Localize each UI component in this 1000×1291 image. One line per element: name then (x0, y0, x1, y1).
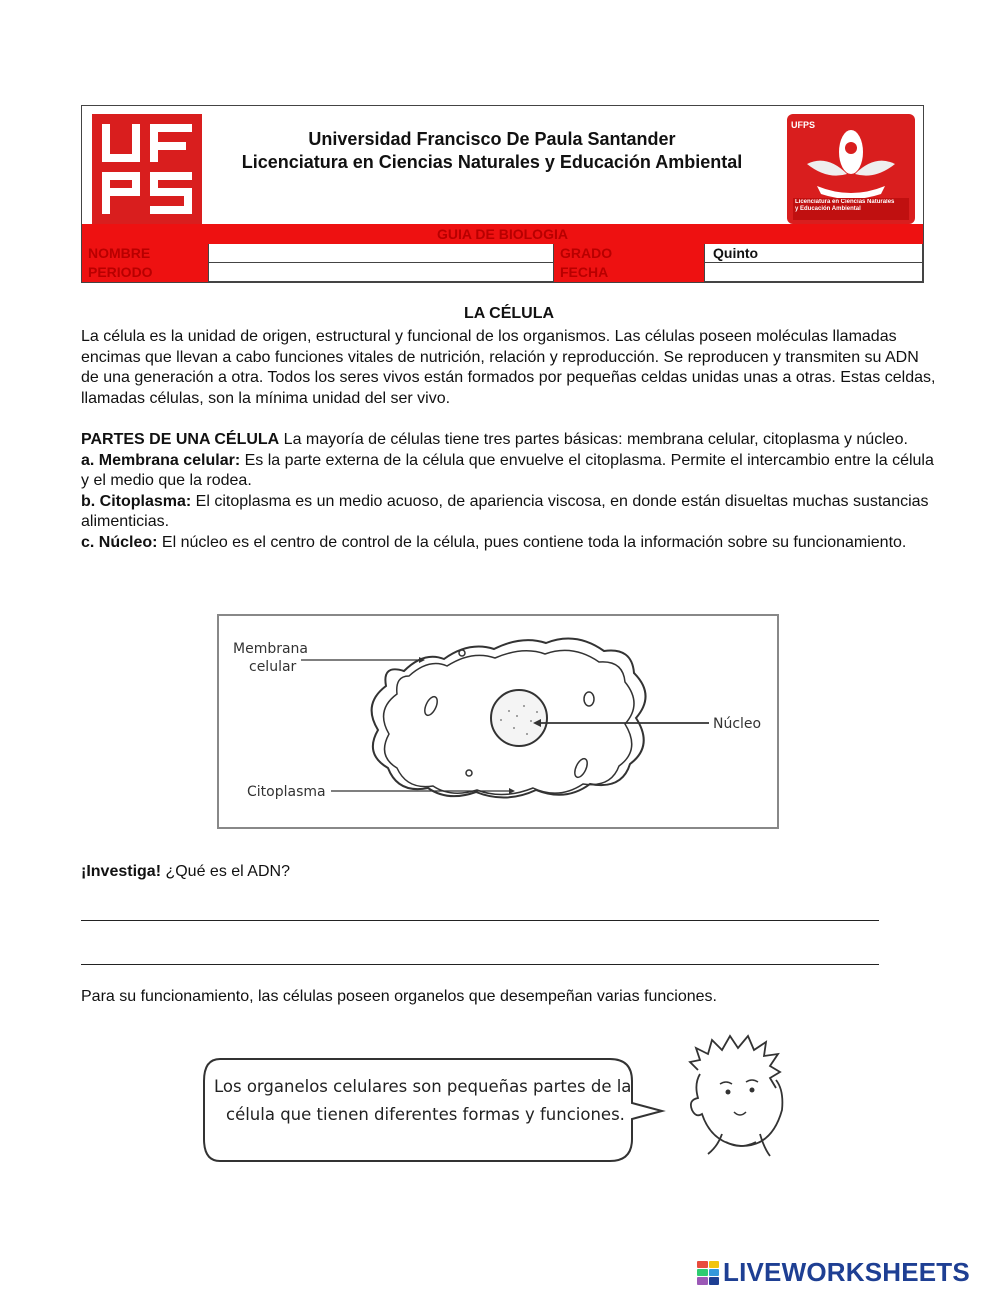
university-heading (212, 128, 772, 174)
header-block (81, 105, 924, 283)
program-name: Licenciatura en Ciencias Naturales y Educación Ambiental (241, 152, 743, 172)
periodo-label: PERIODO (82, 263, 209, 282)
cell-diagram (217, 614, 779, 829)
part-nucleo-label: c. Núcleo: (81, 533, 158, 551)
label-membrana-line1: Membrana (233, 641, 309, 657)
label-nucleo: Núcleo (713, 716, 762, 732)
part-nucleo-text: El núcleo es el centro de control de la célula, pues contiene toda la información sobre su funcionamiento. (157, 533, 907, 551)
answer-line-2[interactable] (81, 964, 879, 965)
part-citoplasma-label: b. Citoplasma: (81, 492, 192, 510)
part-citoplasma (81, 492, 941, 533)
parts-section (81, 430, 941, 553)
child-illustration (680, 1030, 800, 1170)
nombre-label: NOMBRE (82, 244, 209, 263)
research-label: ¡Investiga! (81, 863, 162, 880)
page-title: LA CÉLULA (463, 305, 555, 322)
ufps-logo (92, 114, 202, 224)
liveworksheets-watermark[interactable] (697, 1257, 970, 1288)
fecha-field[interactable] (705, 263, 923, 282)
bubble-line-2: célula que tienen diferentes formas y funciones. (226, 1105, 625, 1124)
grado-field[interactable]: Quinto (705, 244, 923, 263)
parts-intro-text: La mayoría de células tiene tres partes básicas: membrana celular, citoplasma y núcleo. (279, 431, 908, 448)
cell-nucleus (491, 690, 547, 746)
intro-paragraph: La célula es la unidad de origen, estructural y funcional de los organismos. Las células poseen moléculas llamadas encimas que llevan a cabo funciones vitales de nutrición, relación y reproducción. Se reproducen y transmiten su ADN de una generación a otra. Todos los seres vivos están formados por pequeñas celdas unidas unas a otras. Estas celdas, llamadas células, son la mínima unidad del ser vivo. (81, 328, 936, 407)
part-membrana (81, 451, 941, 492)
mini-ufps-mark: UFPS (791, 120, 816, 130)
grado-label: GRADO (554, 244, 705, 263)
research-question (81, 863, 290, 881)
part-citoplasma-text: El citoplasma es un medio acuoso, de apariencia viscosa, en donde están disueltas muchas sustancias alimenticias. (81, 492, 929, 530)
licenciatura-logo-caption: Licenciatura en Ciencias Naturales y Educación Ambiental (795, 199, 895, 212)
nombre-field[interactable] (209, 244, 554, 263)
part-membrana-label: a. Membrana celular: (81, 451, 241, 469)
label-citoplasma: Citoplasma (247, 784, 326, 800)
part-nucleo (81, 533, 941, 554)
parts-intro (81, 430, 941, 451)
info-row-nombre (82, 244, 923, 263)
parts-heading: PARTES DE UNA CÉLULA (81, 431, 280, 448)
answer-line-1[interactable] (81, 920, 879, 921)
guia-title-bar: GUIA DE BIOLOGIA (82, 224, 923, 244)
university-name: Universidad Francisco De Paula Santander (308, 129, 676, 149)
part-membrana-text: Es la parte externa de la célula que envuelve el citoplasma. Permite el intercambio entre la célula y el medio que la rodea. (81, 451, 934, 489)
periodo-field[interactable] (209, 263, 554, 282)
organelos-paragraph: Para su funcionamiento, las células poseen organelos que desempeñan varias funciones. (81, 988, 717, 1005)
bubble-line-1: Los organelos celulares son pequeñas partes de la (214, 1077, 632, 1096)
licenciatura-logo (787, 114, 915, 224)
info-row-periodo (82, 263, 923, 282)
research-text: ¿Qué es el ADN? (161, 863, 290, 880)
fecha-label: FECHA (554, 263, 705, 282)
liveworksheets-logo-icon (697, 1261, 719, 1285)
label-membrana-line2: celular (249, 659, 297, 675)
speech-bubble (200, 1055, 670, 1165)
liveworksheets-text: LIVEWORKSHEETS (723, 1257, 970, 1287)
